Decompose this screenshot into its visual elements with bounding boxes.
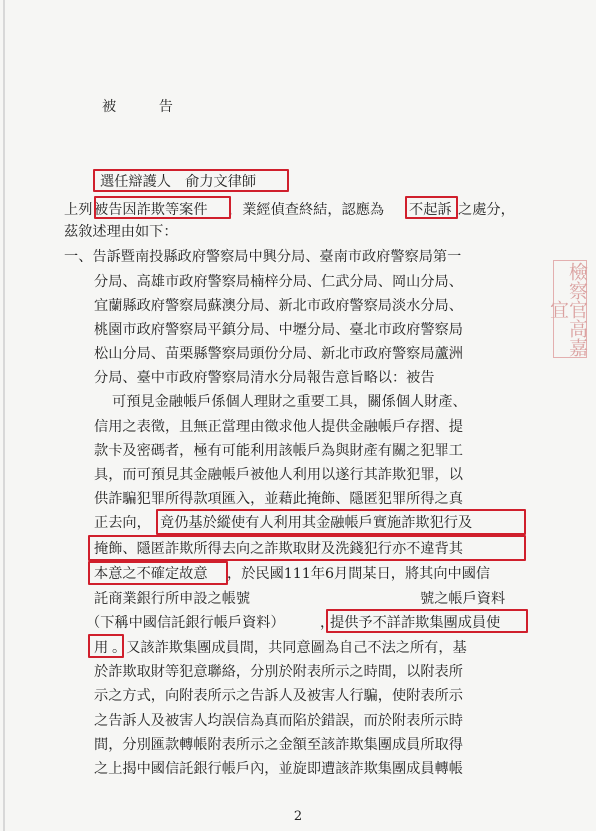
text-line-6: [0, 318, 596, 342]
highlight-provide-box-1: [326, 609, 528, 633]
text-line-24: [0, 757, 596, 781]
text-line-9: [0, 390, 596, 414]
provide-text-part1: 提供予不詳詐欺集團成員使: [330, 615, 501, 631]
case-type-text: 被告因詐欺等案件: [94, 202, 208, 218]
line-12-text: 具，而可預見其金融帳戶被他人利用以遂行其詐欺犯罪，以: [94, 467, 463, 483]
line-3-text: 一、告訴暨南投縣政府警察局中興分局、臺南市政府警察局第一: [64, 249, 462, 265]
line-19-suffix: 。又該詐欺集團成員間，共同意圖為自己不法之所有，基: [112, 640, 467, 656]
text-line-11: [0, 439, 596, 463]
provide-text-part2: 用: [94, 640, 109, 656]
line-7-text: 松山分局、苗栗縣警察局頭份分局、新北市政府警察局蘆洲: [94, 346, 463, 362]
line-4-text: 分局、高雄市政府警察局楠梓分局、仁武分局、岡山分局、: [94, 274, 463, 290]
line-11-text: 款卡及密碼者，極有可能利用該帳戶為與財產有關之犯罪工: [94, 443, 463, 459]
line-1-mid: ，業經偵查終結，認應為: [228, 202, 385, 218]
text-line-1: [0, 198, 596, 222]
prosecutor-seal: 檢察官高嘉宜: [547, 261, 588, 357]
text-line-12: [0, 463, 596, 487]
line-9-text: 可預見金融帳戶係個人理財之重要工具，關係個人財產、: [112, 394, 467, 410]
highlight-non-prosecution-box: [405, 196, 458, 219]
page-number: 2: [293, 809, 303, 824]
intent-text-part1: 竟仍基於縱使有人利用其金融帳戶實施詐欺犯行及: [160, 515, 473, 531]
text-line-21: [0, 684, 596, 708]
text-line-8: [0, 366, 596, 390]
line-13-text: 供詐騙犯罪所得款項匯入，並藉此掩飾、隱匿犯罪所得之真: [94, 491, 463, 507]
text-line-3: [0, 245, 596, 269]
highlight-intent-box-1: [156, 509, 526, 535]
defendant-label-line: [0, 95, 596, 119]
text-line-13: [0, 487, 596, 511]
non-prosecution-text: 不起訴: [409, 202, 452, 218]
line-1-suffix: 之處分，: [458, 202, 515, 218]
text-line-4: [0, 270, 596, 294]
defender-text: 選任辯護人 俞力文律師: [100, 174, 257, 190]
text-line-10: [0, 415, 596, 439]
text-line-17: [0, 587, 596, 611]
line-17-prefix: 託商業銀行所申設之帳號: [94, 591, 251, 607]
intent-text-part3: 本意之不確定故意: [94, 566, 208, 582]
defender-line: [0, 170, 596, 194]
text-line-7: [0, 342, 596, 366]
line-18-comma: ，: [320, 615, 335, 631]
highlight-intent-box-2: [88, 535, 526, 561]
defendant-label: 被 告: [102, 99, 173, 115]
text-line-22: [0, 709, 596, 733]
highlight-intent-box-3: [88, 561, 228, 585]
text-line-20: [0, 660, 596, 684]
highlight-defender-box: [93, 169, 289, 192]
line-24-text: 之上揭中國信託銀行帳戶內，並旋即遭該詐欺集團成員轉帳: [94, 761, 463, 777]
line-18-prefix: （下稱中國信託銀行帳戶資料）: [86, 615, 285, 631]
line-8-text: 分局、臺中市政府警察局清水分局報告意旨略以：被告: [94, 370, 435, 386]
line-1-prefix: 上列: [64, 202, 93, 218]
line-23-text: 間，分別匯款轉帳附表所示之金額至該詐欺集團成員所取得: [94, 737, 463, 753]
line-21-text: 示之方式，向附表所示之告訴人及被害人行騙，使附表所示: [94, 688, 463, 704]
line-22-text: 之告訴人及被害人均誤信為真而陷於錯誤，而於附表所示時: [94, 713, 463, 729]
highlight-case-type-box: [94, 196, 231, 219]
line-2-text: 茲敘述理由如下：: [64, 224, 178, 240]
line-10-text: 信用之表徵，且無正當理由徵求他人提供金融帳戶存摺、提: [94, 419, 463, 435]
text-line-5: [0, 294, 596, 318]
line-17-suffix: 號之帳戶資料: [420, 591, 506, 607]
intent-text-part2: 掩飾、隱匿詐欺所得去向之詐欺取財及洗錢犯行亦不違背其: [94, 541, 463, 557]
line-5-text: 宜蘭縣政府警察局蘇澳分局、新北市政府警察局淡水分局、: [94, 298, 463, 314]
text-line-23: [0, 733, 596, 757]
text-line-2: [0, 220, 596, 244]
line-16-suffix: ，於民國111年6月間某日，將其向中國信: [227, 566, 491, 582]
line-20-text: 於詐欺取財等犯意聯絡，分別於附表所示之時間，以附表所: [94, 664, 463, 680]
line-14-prefix: 正去向，: [94, 515, 151, 531]
line-6-text: 桃園市政府警察局平鎮分局、中壢分局、臺北市政府警察局: [94, 322, 463, 338]
highlight-provide-box-2: [88, 634, 124, 658]
